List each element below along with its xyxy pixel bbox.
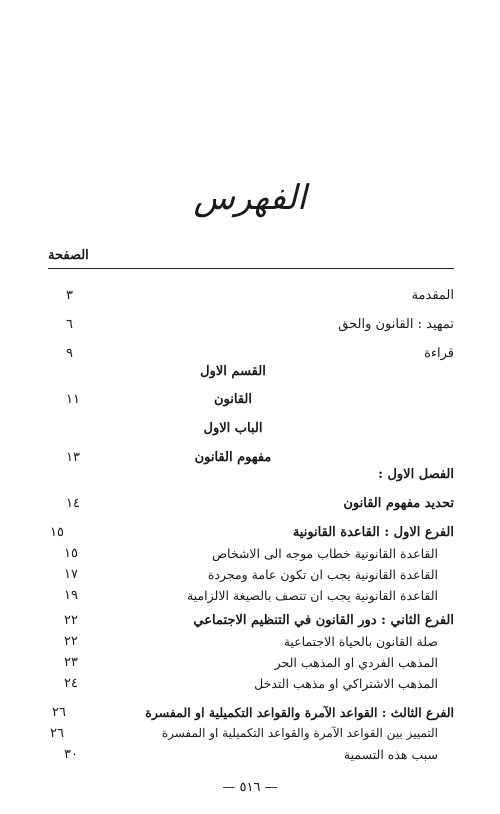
heading-text: القسم الاول [200, 364, 266, 379]
entry-page: ٩ [66, 346, 73, 361]
entry-page: ٣٠ [64, 747, 78, 762]
entry-page: ٢٢ [64, 634, 78, 649]
entry-page: ٢٦ [52, 705, 66, 720]
toc-entry [48, 317, 454, 339]
toc-entry [48, 588, 454, 610]
entry-text: التمييز بين القواعد الآمرة والقواعد التكميلية او المفسرة [161, 726, 438, 740]
entry-text: المقدمة [411, 288, 454, 303]
entry-text: الفرع الثالث : القواعد الآمرة والقواعد التكميلية او المفسرة [145, 705, 454, 720]
entry-page: ١٥ [50, 525, 64, 540]
entry-text: القانون [214, 392, 252, 407]
entry-page: ١٤ [66, 496, 80, 511]
entry-page: ٢٤ [64, 676, 78, 691]
entry-text: تمهيد : القانون والحق [338, 317, 454, 332]
entry-text: سبب هذه التسمية [343, 747, 438, 762]
entry-page: ٢٦ [50, 726, 64, 741]
toc-entry [48, 655, 454, 677]
entry-text: المذهب الاشتراكي او مذهب التدخل [254, 676, 438, 691]
toc-entry [48, 726, 454, 748]
toc-entry [48, 288, 454, 310]
toc-entry [48, 392, 454, 414]
entry-text: القاعدة القانونية خطاب موجه الى الاشخاص [211, 546, 438, 561]
toc-entry [48, 634, 454, 656]
entry-page: ١٣ [66, 450, 80, 465]
toc-entry [48, 496, 454, 518]
entry-text: الفرع الاول : القاعدة القانونية [292, 525, 454, 540]
page-title: الفهرس [193, 178, 307, 218]
entry-text: صلة القانون بالحياة الاجتماعية [283, 634, 438, 649]
entry-page: ٢٣ [64, 655, 78, 670]
entry-text: القاعدة القانونية يجب ان تتصف بالصيغة الالزامية [186, 588, 438, 603]
entry-text: مفهوم القانون [194, 450, 272, 465]
toc-entry [48, 525, 454, 547]
toc-heading [48, 364, 454, 386]
entry-page: ٣ [66, 288, 73, 303]
toc-entry [48, 747, 454, 769]
entry-text: المذهب الفردي او المذهب الحر [274, 655, 438, 670]
entry-page: ٦ [66, 317, 73, 332]
toc-entry [48, 567, 454, 589]
header-rule [48, 268, 454, 269]
heading-text: الفصل الاول : [378, 467, 454, 482]
entry-text: تحديد مفهوم القانون [343, 496, 454, 511]
toc-entry [48, 613, 454, 635]
entry-text: قراءة [424, 346, 454, 361]
entry-page: ١٥ [64, 546, 78, 561]
toc-heading [48, 467, 454, 489]
toc-entry [48, 546, 454, 568]
entry-page: ١٧ [64, 567, 78, 582]
entry-text: القاعدة القانونية يجب ان تكون عامة ومجردة [207, 567, 438, 582]
entry-page: ١٩ [64, 588, 78, 603]
toc-entry [48, 676, 454, 698]
page-column-header: الصفحة [48, 248, 89, 263]
toc-entry [48, 705, 454, 727]
entry-page: ٢٢ [64, 613, 78, 628]
entry-text: الفرع الثاني : دور القانون في التنظيم الاجتماعي [193, 613, 454, 628]
entry-page: ١١ [66, 392, 80, 407]
page-number-footer: — ٥١٦ — [222, 780, 278, 795]
toc-heading [48, 421, 454, 443]
heading-text: الباب الاول [203, 421, 263, 436]
